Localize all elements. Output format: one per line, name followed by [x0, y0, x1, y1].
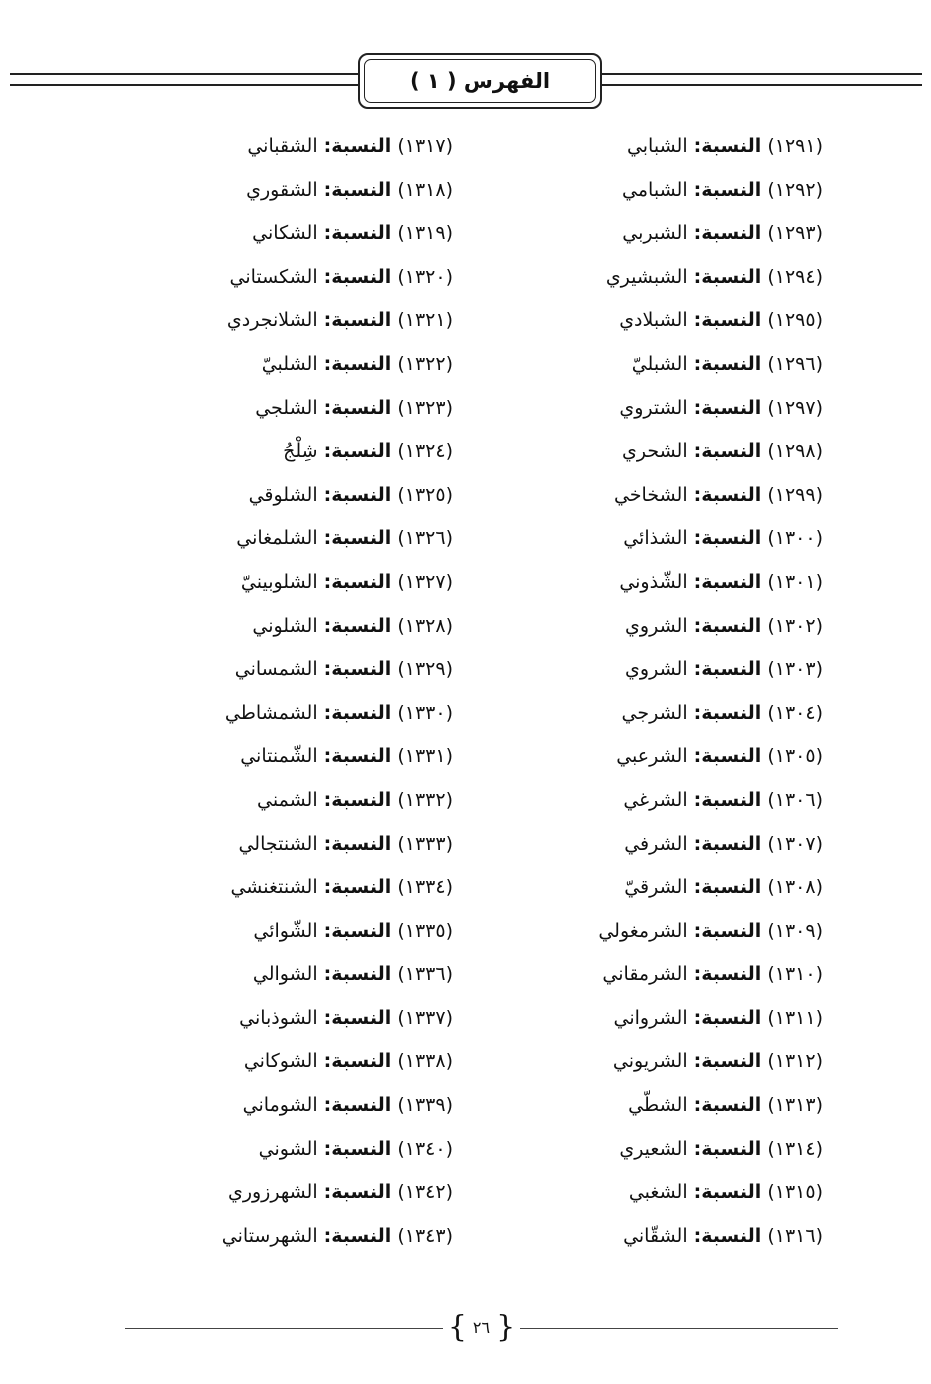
entry-name: الشلوني	[252, 614, 318, 637]
entry-number: (١٢٩٩)	[767, 483, 823, 506]
entry-label: النسبة:	[693, 788, 762, 811]
entry-number: (١٣٠٣)	[767, 658, 823, 681]
entry-number: (١٣٤٠)	[397, 1137, 453, 1160]
entry-name: الشريوني	[612, 1050, 688, 1073]
entry-number: (١٣١٩)	[397, 222, 453, 245]
entry-number: (١٢٩١)	[767, 135, 823, 157]
entry-label: النسبة:	[693, 876, 762, 899]
entry-label: النسبة:	[693, 745, 762, 768]
entry-name: الشذائي	[623, 527, 688, 550]
entry-label: النسبة:	[693, 396, 762, 419]
entry-label: النسبة:	[323, 1006, 392, 1029]
entry-name: الشرقيّ	[624, 876, 688, 899]
entry-number: (١٣١٥)	[767, 1181, 823, 1204]
entry-label: النسبة:	[693, 1181, 762, 1204]
entry-label: النسبة:	[693, 1224, 762, 1247]
index-column-left	[163, 125, 453, 1258]
entry-label: النسبة:	[323, 1050, 392, 1073]
entry-name: الشبلادي	[619, 309, 688, 332]
entry-name: الشنتجالي	[238, 832, 318, 855]
index-entry	[533, 299, 823, 343]
entry-name: الشغبي	[628, 1181, 688, 1204]
entry-number: (١٣٣٥)	[397, 919, 453, 942]
entry-label: النسبة:	[693, 483, 762, 506]
header-rule-left-bottom	[10, 84, 360, 86]
entry-label: النسبة:	[323, 832, 392, 855]
page-title: الفهرس ( ١ )	[409, 69, 551, 93]
index-entry	[163, 1171, 453, 1215]
entry-label: النسبة:	[323, 876, 392, 899]
index-column-right	[533, 125, 823, 1258]
index-entry	[163, 953, 453, 997]
entry-number: (١٣٢٥)	[397, 483, 453, 506]
entry-number: (١٣٠٥)	[767, 745, 823, 768]
entry-label: النسبة:	[323, 1224, 392, 1247]
entry-number: (١٣٢٩)	[397, 658, 453, 681]
entry-label: النسبة:	[323, 1181, 392, 1204]
entry-name: الشعيري	[619, 1137, 688, 1160]
entry-label: النسبة:	[693, 178, 762, 201]
entry-label: النسبة:	[693, 1137, 762, 1160]
entry-name: الشخاخي	[613, 483, 688, 506]
entry-name: الشحري	[621, 440, 688, 463]
index-entry	[533, 866, 823, 910]
index-entry	[533, 953, 823, 997]
entry-name: الشلمغاني	[236, 527, 318, 550]
entry-number: (١٣٠٨)	[767, 876, 823, 899]
entry-number: (١٣٢٣)	[397, 396, 453, 419]
entry-number: (١٣٢٦)	[397, 527, 453, 550]
entry-number: (١٣٣١)	[397, 745, 453, 768]
entry-name: الشبربي	[622, 222, 688, 245]
page-footer	[0, 1308, 931, 1348]
index-entry	[533, 648, 823, 692]
entry-number: (١٢٩٧)	[767, 396, 823, 419]
entry-number: (١٣٣٩)	[397, 1094, 453, 1117]
entry-label: النسبة:	[693, 527, 762, 550]
entry-label: النسبة:	[323, 919, 392, 942]
entry-name: الشلبيّ	[261, 352, 318, 375]
page-number-box	[443, 1309, 520, 1345]
index-entry	[163, 561, 453, 605]
entry-number: (١٣٣٠)	[397, 701, 453, 724]
index-entry	[533, 387, 823, 431]
entry-name: الشرغي	[623, 788, 688, 811]
entry-number: (١٣١٦)	[767, 1224, 823, 1247]
index-entry	[533, 692, 823, 736]
entry-name: الشطّي	[628, 1094, 688, 1117]
entry-name: الشكاني	[252, 222, 318, 245]
entry-name: الشرفي	[624, 832, 688, 855]
index-entry	[163, 125, 453, 169]
entry-label: النسبة:	[323, 963, 392, 986]
entry-label: النسبة:	[323, 178, 392, 201]
entry-name: الشمني	[257, 788, 318, 811]
entry-label: النسبة:	[323, 135, 392, 157]
index-entry	[533, 1215, 823, 1259]
index-entry	[163, 474, 453, 518]
index-entry	[163, 997, 453, 1041]
index-entry	[163, 735, 453, 779]
index-entry	[533, 256, 823, 300]
entry-label: النسبة:	[323, 483, 392, 506]
entry-name: الشقباني	[247, 135, 318, 157]
index-entry	[163, 343, 453, 387]
index-entry	[533, 212, 823, 256]
right-brace-icon: }	[496, 1309, 516, 1345]
entry-label: النسبة:	[323, 527, 392, 550]
entry-name: الشّذوني	[619, 570, 688, 593]
entry-name: الشتروي	[619, 396, 688, 419]
entry-name: الشلوقي	[248, 483, 318, 506]
entry-name: الشلوبينيّ	[240, 570, 318, 593]
entry-label: النسبة:	[323, 222, 392, 245]
entry-label: النسبة:	[693, 570, 762, 593]
entry-label: النسبة:	[323, 1094, 392, 1117]
index-entry	[163, 430, 453, 474]
header-rule-right-top	[600, 73, 922, 75]
title-frame-inner	[364, 59, 596, 103]
entry-number: (١٣٠٢)	[767, 614, 823, 637]
entry-label: النسبة:	[323, 440, 392, 463]
entry-number: (١٣٤٣)	[397, 1224, 453, 1247]
entry-label: النسبة:	[693, 1050, 762, 1073]
index-entry	[533, 561, 823, 605]
entry-label: النسبة:	[693, 701, 762, 724]
entry-name: الشقوري	[246, 178, 318, 201]
entry-number: (١٢٩٢)	[767, 178, 823, 201]
entry-number: (١٣١٠)	[767, 963, 823, 986]
index-entry	[533, 779, 823, 823]
entry-name: الشرمغولي	[598, 919, 688, 942]
entry-number: (١٣٢١)	[397, 309, 453, 332]
entry-number: (١٣٣٧)	[397, 1006, 453, 1029]
entry-number: (١٣٠٧)	[767, 832, 823, 855]
entry-label: النسبة:	[693, 222, 762, 245]
index-entry	[533, 517, 823, 561]
index-entry	[163, 605, 453, 649]
page-number: ٢٦	[472, 1317, 491, 1337]
entry-name: الشّمنتاني	[240, 745, 318, 768]
title-frame	[358, 53, 602, 109]
entry-label: النسبة:	[323, 396, 392, 419]
index-entry	[533, 125, 823, 169]
entry-name: الشنتغنشي	[230, 876, 318, 899]
entry-name: الشوماني	[242, 1094, 318, 1117]
entry-number: (١٣٣٣)	[397, 832, 453, 855]
entry-number: (١٣٣٢)	[397, 788, 453, 811]
entry-number: (١٣١٨)	[397, 178, 453, 201]
entry-number: (١٣٢٢)	[397, 352, 453, 375]
entry-number: (١٢٩٨)	[767, 440, 823, 463]
header-rule-right-bottom	[600, 84, 922, 86]
entry-number: (١٣٣٨)	[397, 1050, 453, 1073]
index-entry	[533, 997, 823, 1041]
entry-name: الشوكاني	[243, 1050, 318, 1073]
index-entry	[533, 430, 823, 474]
entry-number: (١٣١١)	[767, 1006, 823, 1029]
entry-number: (١٣٢٤)	[397, 440, 453, 463]
entry-name: الشهرزوري	[227, 1181, 318, 1204]
entry-name: الشلانجردي	[226, 309, 318, 332]
index-entry	[163, 299, 453, 343]
entry-number: (١٣٠٤)	[767, 701, 823, 724]
index-entry	[163, 169, 453, 213]
entry-name: الشرواني	[613, 1006, 688, 1029]
index-entry	[163, 256, 453, 300]
index-entry	[163, 517, 453, 561]
entry-number: (١٣٢٠)	[397, 265, 453, 288]
entry-label: النسبة:	[693, 658, 762, 681]
footer-rule-right	[520, 1328, 838, 1329]
entry-name: الشوذباني	[239, 1006, 318, 1029]
entry-name: الشروي	[625, 658, 688, 681]
index-entry	[163, 866, 453, 910]
entry-number: (١٢٩٥)	[767, 309, 823, 332]
index-entry	[163, 779, 453, 823]
entry-name: الشبليّ	[631, 352, 688, 375]
index-entry	[533, 343, 823, 387]
entry-number: (١٣٠٠)	[767, 527, 823, 550]
entry-number: (١٣٢٨)	[397, 614, 453, 637]
index-entry	[533, 474, 823, 518]
index-entry	[533, 169, 823, 213]
index-entry	[163, 823, 453, 867]
entry-label: النسبة:	[693, 832, 762, 855]
entry-label: النسبة:	[323, 352, 392, 375]
entry-number: (١٣٣٤)	[397, 876, 453, 899]
entry-number: (١٢٩٦)	[767, 352, 823, 375]
index-entry	[533, 605, 823, 649]
entry-name: شِلْجُ	[283, 440, 318, 463]
entry-number: (١٢٩٤)	[767, 265, 823, 288]
entry-name: الشهرستاني	[221, 1224, 318, 1247]
entry-label: النسبة:	[693, 614, 762, 637]
entry-number: (١٣٠١)	[767, 570, 823, 593]
entry-label: النسبة:	[693, 1006, 762, 1029]
entry-label: النسبة:	[323, 788, 392, 811]
entry-label: النسبة:	[323, 309, 392, 332]
entry-label: النسبة:	[323, 1137, 392, 1160]
entry-label: النسبة:	[693, 1094, 762, 1117]
entry-name: الشرمقاني	[602, 963, 688, 986]
entry-name: الشقّاني	[623, 1224, 688, 1247]
entry-number: (١٣٠٩)	[767, 919, 823, 942]
entry-name: الشبابي	[626, 135, 688, 157]
entry-number: (١٣٢٧)	[397, 570, 453, 593]
entry-number: (١٣١٢)	[767, 1050, 823, 1073]
entry-number: (١٣١٧)	[397, 135, 453, 157]
entry-label: النسبة:	[323, 570, 392, 593]
entry-label: النسبة:	[323, 614, 392, 637]
entry-label: النسبة:	[323, 745, 392, 768]
index-entry	[533, 735, 823, 779]
entry-label: النسبة:	[693, 919, 762, 942]
entry-label: النسبة:	[323, 658, 392, 681]
entry-number: (١٣٤٢)	[397, 1181, 453, 1204]
entry-number: (١٣٠٦)	[767, 788, 823, 811]
entry-name: الشمشاطي	[224, 701, 318, 724]
index-entry	[533, 1171, 823, 1215]
index-entry	[533, 1084, 823, 1128]
footer-rule-left	[125, 1328, 443, 1329]
index-entry	[163, 910, 453, 954]
entry-name: الشبشيري	[605, 265, 688, 288]
index-entry	[163, 212, 453, 256]
entry-label: النسبة:	[693, 352, 762, 375]
index-entry	[163, 1215, 453, 1259]
index-entry	[163, 1040, 453, 1084]
entry-name: الشّوائي	[253, 919, 318, 942]
index-entry	[163, 692, 453, 736]
entry-name: الشمساني	[234, 658, 318, 681]
index-entry	[533, 823, 823, 867]
entry-name: الشبامي	[622, 178, 688, 201]
left-brace-icon: {	[447, 1309, 467, 1345]
entry-name: الشرعبي	[616, 745, 688, 768]
entry-name: الشوالي	[252, 963, 318, 986]
entry-number: (١٣١٤)	[767, 1137, 823, 1160]
entry-label: النسبة:	[693, 265, 762, 288]
entry-name: الشلجي	[255, 396, 318, 419]
entry-label: النسبة:	[693, 963, 762, 986]
index-entry	[163, 1084, 453, 1128]
entry-label: النسبة:	[693, 135, 762, 157]
index-entry	[163, 648, 453, 692]
entry-name: الشوني	[258, 1137, 318, 1160]
index-entry	[533, 910, 823, 954]
entry-label: النسبة:	[693, 440, 762, 463]
header-rule-left-top	[10, 73, 360, 75]
entry-name: الشرجي	[621, 701, 688, 724]
entry-number: (١٣٣٦)	[397, 963, 453, 986]
entry-label: النسبة:	[693, 309, 762, 332]
entry-name: الشروي	[625, 614, 688, 637]
index-entry	[163, 387, 453, 431]
entry-label: النسبة:	[323, 701, 392, 724]
index-entry	[533, 1040, 823, 1084]
entry-number: (١٣١٣)	[767, 1094, 823, 1117]
index-entry	[533, 1128, 823, 1172]
entry-name: الشكستاني	[229, 265, 318, 288]
entry-label: النسبة:	[323, 265, 392, 288]
entry-number: (١٢٩٣)	[767, 222, 823, 245]
index-entry	[163, 1128, 453, 1172]
